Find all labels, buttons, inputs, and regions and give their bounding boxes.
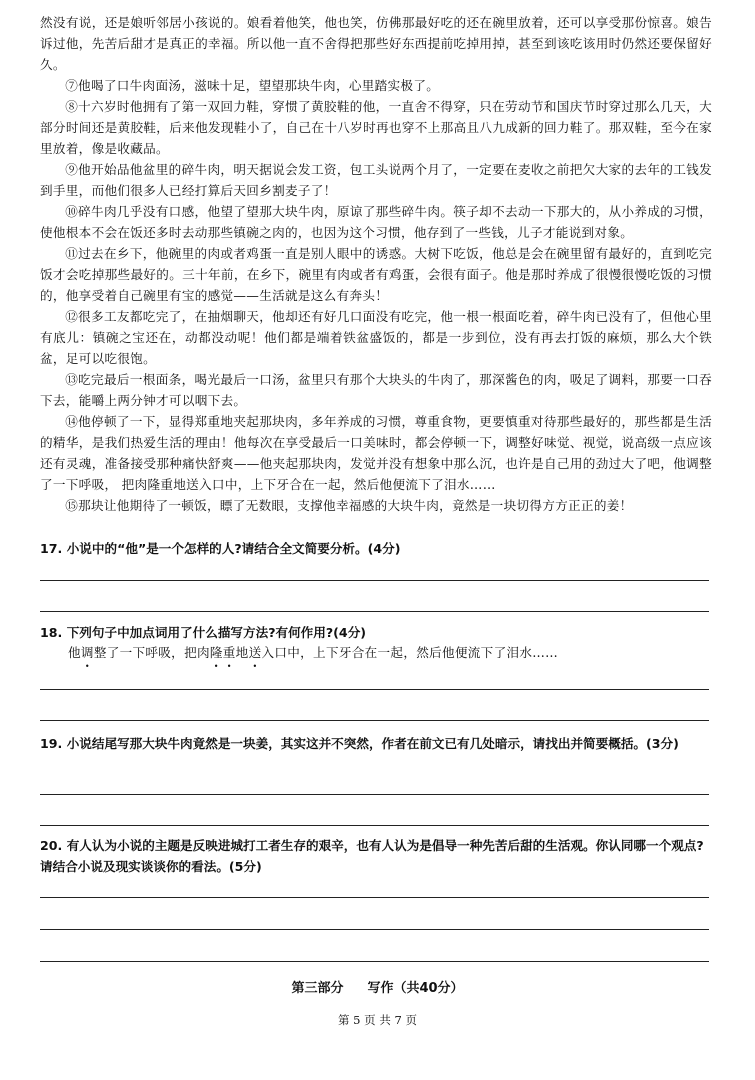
- quote-text: 地: [235, 645, 249, 660]
- reading-passage: [40, 12, 712, 516]
- question-18: 18. 下列句子中加点词用了什么描写方法?有何作用?(4分): [40, 625, 367, 640]
- answer-line[interactable]: [40, 794, 709, 795]
- paragraph-8: ⑧十六岁时他拥有了第一双回力鞋，穿惯了黄胶鞋的他，一直舍不得穿，只在劳动节和国庆节时穿过那么几天，大部分时间还是黄胶鞋，后来他发现鞋小了，自己在十八岁时再也穿不上那高且八九成新的回力鞋了。那双鞋，至今在家里放着，像是收藏品。: [40, 99, 712, 156]
- paragraph-13: ⑬吃完最后一根面条，喝光最后一口汤，盆里只有那个大块头的牛肉了，那深酱色的肉，吸足了调料，那要一口吞下去，能嚼上两分钟才可以咽下去。: [40, 372, 712, 408]
- question-17: 17. 小说中的“他”是一个怎样的人?请结合全文简要分析。(4分): [40, 541, 401, 556]
- answer-line[interactable]: [40, 611, 709, 612]
- paragraph-7: ⑦他喝了口牛肉面汤，滋味十足，望望那块牛肉，心里踏实极了。: [65, 78, 440, 93]
- answer-line[interactable]: [40, 580, 709, 581]
- question-19: 19. 小说结尾写那大块牛肉竟然是一块姜，其实这并不突然，作者在前文已有几处暗示，请找出并简要概括。(3分): [40, 736, 679, 751]
- dotted-word: 隆: [209, 645, 223, 660]
- paragraph-6-tail: 然没有说，还是娘听邻居小孩说的。娘看着他笑，他也笑，仿佛那最好吃的还在碗里放着，还可以享受那份惊喜。娘告诉过他，先苦后甜才是真正的幸福。所以他一直不舍得把那些好东西提前吃掉用掉，甚至到该吃该用时仍然还要保留好久。: [40, 15, 712, 72]
- page-number: 第 5 页 共 7 页: [338, 1013, 417, 1027]
- paragraph-12: ⑫很多工友都吃完了，在抽烟聊天，他却还有好几口面没有吃完，他一根一根面吃着，碎牛肉已没有了，但他心里有底儿：镇碗之宝还在，动都没动呢！他们都是端着铁盆盛饭的，都是一步到位，没有再去打饭的麻烦，那么大个铁盆，足可以吃很饱。: [40, 309, 712, 366]
- paragraph-15: ⑮那块让他期待了一顿饭，瞟了无数眼，支撑他幸福感的大块牛肉，竟然是一块切得方方正正的姜！: [65, 498, 633, 513]
- answer-line[interactable]: [40, 825, 709, 826]
- question-20: 20. 有人认为小说的主题是反映进城打工者生存的艰辛，也有人认为是倡导一种先苦后甜的生活观。你认同哪一个观点?请结合小说及现实谈谈你的看法。(5分): [40, 838, 704, 874]
- paragraph-14: ⑭他停顿了一下，显得郑重地夹起那块肉，多年养成的习惯，尊重食物，更要慎重对待那些最好的，那些都是生活的精华，是我们热爱生活的理由！他每次在享受最后一口美味时，都会停顿一下，调整好味觉、视觉，说高级一点应该还有灵魂，准备接受那种痛快舒爽——他夹起那块肉，发觉并没有想象中那么沉，也许是自己用的劲过大了吧，他调整了一下呼吸， 把肉隆重地送入口中，上下牙合在一起，然后他便流下了泪水……: [40, 414, 712, 492]
- section-part: 第三部分: [291, 981, 344, 996]
- paragraph-11: ⑪过去在乡下，他碗里的肉或者鸡蛋一直是别人眼中的诱惑。大树下吃饭，他总是会在碗里留有最好的，直到吃完饭才会吃掉那些最好的。三十年前，在乡下，碗里有肉或者有鸡蛋，会很有面子。他是那时养成了很慢很慢吃饭的习惯的，他享受着自己碗里有宝的感觉——生活就是这么有奔头！: [40, 246, 712, 303]
- answer-line[interactable]: [40, 929, 709, 930]
- answer-line[interactable]: [40, 961, 709, 962]
- quote-text: 整了一下呼吸，把肉: [93, 645, 210, 660]
- paragraph-9: ⑨他开始品他盆里的碎牛肉，明天据说会发工资，包工头说两个月了，一定要在麦收之前把欠大家的去年的工钱发到手里，而他们很多人已经打算后天回乡割麦子了！: [40, 162, 712, 198]
- section-heading: [0, 977, 755, 996]
- answer-line[interactable]: [40, 689, 709, 690]
- answer-line[interactable]: [40, 897, 709, 898]
- answer-line[interactable]: [40, 720, 709, 721]
- quote-text: 他: [68, 645, 81, 660]
- dotted-word: 送: [248, 645, 262, 660]
- paragraph-10: ⑩碎牛肉几乎没有口感，他望了望那大块牛肉，原谅了那些碎牛肉。筷子却不去动一下那大的，从小养成的习惯，使他根本不会在饭还多时去动那些镇碗之肉的，也因为这个习惯，他存到了一些钱，儿子才能说到对象。: [40, 204, 712, 240]
- section-title: 写作（共40分）: [367, 981, 464, 996]
- dotted-word: 调: [80, 645, 94, 660]
- question-18-quote: [68, 643, 708, 663]
- dotted-word: 重: [222, 645, 236, 660]
- quote-text: 入口中，上下牙合在一起，然后他便流下了泪水……: [261, 645, 559, 660]
